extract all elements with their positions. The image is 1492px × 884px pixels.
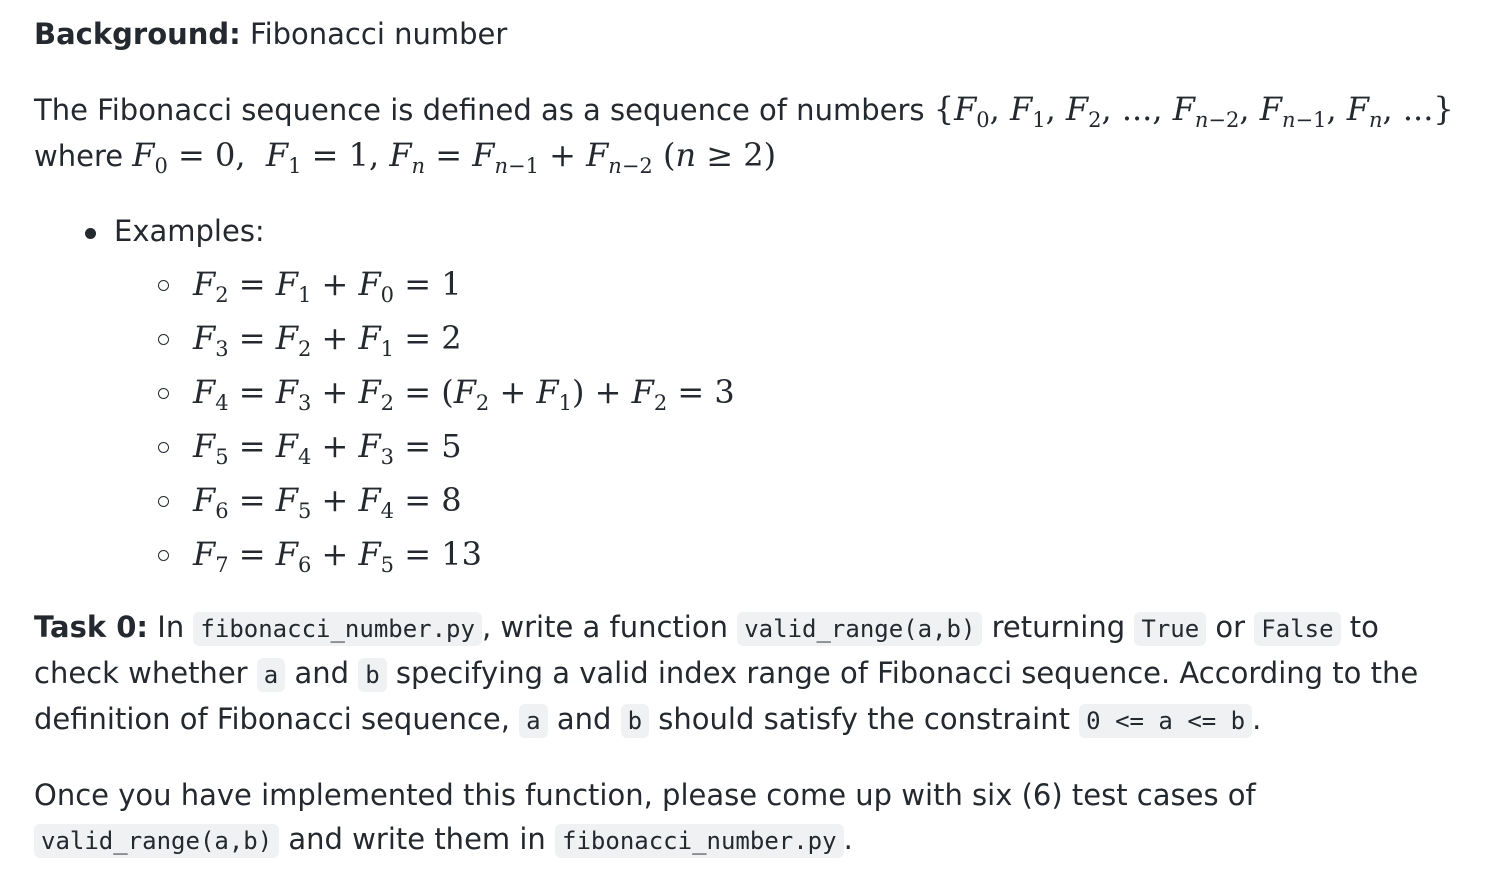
example-formula: $F_4 = F_3 + F_2 = (F_2 + F_1) + F_2 = 3$ bbox=[193, 373, 735, 415]
task-line-2 bbox=[34, 650, 1418, 698]
filename-code: fibonacci_number.py bbox=[555, 824, 844, 858]
constraint-code: 0 <= a <= b bbox=[1079, 704, 1252, 738]
recurrence-formula: $F_0 = 0$, $F_1 = 1$, $F_n = F_{n-1} + F_{n-2}$ (n ≥ 2) bbox=[132, 136, 777, 178]
task-text: In bbox=[157, 610, 185, 644]
example-formula: $F_3 = F_2 + F_1 = 2$ bbox=[193, 319, 462, 361]
function-code: valid_range(a,b) bbox=[737, 612, 982, 646]
circle-bullet-icon bbox=[158, 280, 169, 291]
circle-bullet-icon bbox=[158, 388, 169, 399]
task-text: and bbox=[556, 702, 612, 736]
definition-where: where bbox=[34, 139, 124, 173]
task-label: Task 0: bbox=[34, 610, 149, 644]
circle-bullet-icon bbox=[158, 496, 169, 507]
task-line-3 bbox=[34, 696, 1261, 744]
task-text: returning bbox=[991, 610, 1126, 644]
task-text: to bbox=[1349, 610, 1379, 644]
followup-line-2 bbox=[34, 816, 853, 864]
task-text: definition of Fibonacci sequence, bbox=[34, 702, 510, 736]
var-b-code: b bbox=[621, 704, 649, 738]
definition-intro: The Fibonacci sequence is defined as a sequence of numbers bbox=[34, 93, 925, 127]
var-a-code: a bbox=[257, 658, 285, 692]
task-text: check whether bbox=[34, 656, 248, 690]
examples-label: Examples: bbox=[114, 214, 265, 248]
example-formula: $F_6 = F_5 + F_4 = 8$ bbox=[193, 481, 462, 523]
filename-code: fibonacci_number.py bbox=[193, 612, 482, 646]
true-code: True bbox=[1134, 612, 1206, 646]
false-code: False bbox=[1254, 612, 1340, 646]
circle-bullet-icon bbox=[158, 550, 169, 561]
circle-bullet-icon bbox=[158, 442, 169, 453]
example-formula: $F_7 = F_6 + F_5 = 13$ bbox=[193, 535, 482, 577]
task-text: specifying a valid index range of Fibonacci sequence. According to the bbox=[395, 656, 1419, 690]
bullet-icon bbox=[85, 228, 96, 239]
var-a-code: a bbox=[519, 704, 547, 738]
definition-line-2 bbox=[34, 132, 776, 179]
var-b-code: b bbox=[358, 658, 386, 692]
definition-line-1 bbox=[34, 86, 1454, 133]
example-formula: $F_2 = F_1 + F_0 = 1$ bbox=[193, 265, 462, 307]
task-text: should satisfy the constraint bbox=[658, 702, 1070, 736]
task-text: or bbox=[1215, 610, 1246, 644]
followup-text: Once you have implemented this function, please come up with six (6) test cases of bbox=[34, 778, 1256, 812]
task-text: , write a function bbox=[481, 610, 728, 644]
followup-text: . bbox=[843, 822, 853, 856]
circle-bullet-icon bbox=[158, 334, 169, 345]
background-line bbox=[34, 14, 507, 54]
task-text: and bbox=[294, 656, 350, 690]
background-label: Background: bbox=[34, 17, 241, 51]
followup-line-1 bbox=[34, 772, 1256, 818]
example-formula: $F_5 = F_4 + F_3 = 5$ bbox=[193, 427, 462, 469]
background-text: Fibonacci number bbox=[250, 17, 508, 51]
task-text: . bbox=[1252, 702, 1262, 736]
followup-text: and write them in bbox=[288, 822, 546, 856]
sequence-formula: {$F_0$, $F_1$, $F_2$, ..., $F_{n-2}$, $F_{n-1}$, $F_n$, ...} bbox=[933, 90, 1454, 132]
task-line-1 bbox=[34, 604, 1379, 652]
function-code: valid_range(a,b) bbox=[34, 824, 279, 858]
